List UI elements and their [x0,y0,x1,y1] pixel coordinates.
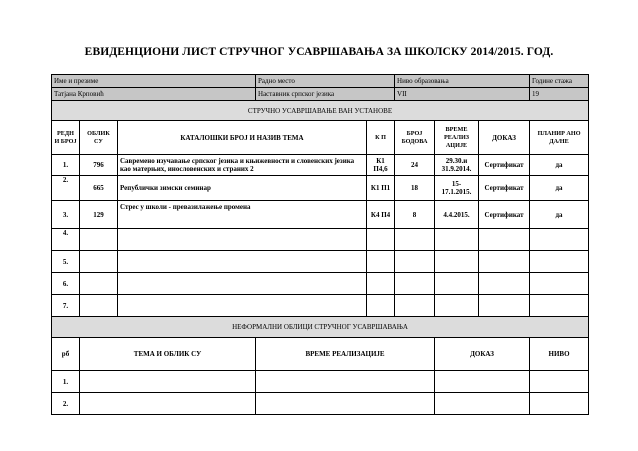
row-num: 2. [52,393,80,415]
row-topic [118,273,367,295]
row-planned [530,295,589,317]
row-time [256,371,435,393]
row-points: 18 [395,176,435,201]
row-proof [479,229,530,251]
row-form [80,393,256,415]
info-header-name: Име и презиме [52,75,256,88]
col-k-header: К П [367,121,395,155]
row-time: 29.30.и 31.9.2014. [435,155,479,176]
s2-col-proof-header: ДОКАЗ [435,338,530,371]
row-topic [118,295,367,317]
section1-title: СТРУЧНО УСАВРШАВАЊЕ ВАН УСТАНОВЕ [52,101,589,121]
info-value-row [52,88,589,101]
row-points [395,273,435,295]
row-topic [118,251,367,273]
row-form: 665 [80,176,118,201]
row-topic: Савремено изучавање српског језика и књижевности и словенских језика као матерњих, инословенских и страних 2 [118,155,367,176]
row-proof [479,251,530,273]
row-form [80,295,118,317]
row-proof [435,393,530,415]
info-value-name: Татјана Крповић [52,88,256,101]
s2-col-time-header: ВРЕМЕ РЕАЛИЗАЦИЈЕ [256,338,435,371]
row-time [256,393,435,415]
row-num: 1. [52,155,80,176]
row-proof [435,371,530,393]
row-points: 8 [395,201,435,229]
row-proof: Сертификат [479,201,530,229]
row-time [435,295,479,317]
info-value-years: 19 [530,88,589,101]
row-planned [530,273,589,295]
row-num: 1. [52,371,80,393]
row-form [80,273,118,295]
info-value-level: VII [395,88,530,101]
row-num: 3. [52,201,80,229]
col-num-header: РЕДН И БРОЈ [52,121,80,155]
record-table [51,74,589,415]
row-points: 24 [395,155,435,176]
info-header-position: Радно место [256,75,395,88]
row-time [435,273,479,295]
col-planned-header: ПЛАНИР АНО ДА/НЕ [530,121,589,155]
info-header-level: Ниво образовања [395,75,530,88]
page-title: ЕВИДЕНЦИОНИ ЛИСТ СТРУЧНОГ УСАВРШАВАЊА ЗА ШКОЛСКУ 2014/2015. ГОД. [84,46,554,58]
row-form [80,371,256,393]
row-level [530,393,589,415]
section1-title-row [52,101,589,121]
row-k: К1 П4,6 [367,155,395,176]
row-k [367,295,395,317]
row-k: К1 П1 [367,176,395,201]
section2-title: НЕФОРМАЛНИ ОБЛИЦИ СТРУЧНОГ УСАВРШАВАЊА [52,317,589,338]
table-row [52,176,589,201]
row-level [530,371,589,393]
s2-col-form-header: ТЕМА И ОБЛИК СУ [80,338,256,371]
row-time: 15- 17.1.2015. [435,176,479,201]
row-num: 2. [52,176,80,201]
info-header-row [52,75,589,88]
col-points-header: БРОЈ БОДОВА [395,121,435,155]
row-num: 6. [52,273,80,295]
row-k [367,251,395,273]
section2-title-row [52,317,589,338]
table-row [52,251,589,273]
info-header-years: Године стажа [530,75,589,88]
row-planned: да [530,176,589,201]
col-time-header: ВРЕМЕ РЕАЛИЗ АЦИЈЕ [435,121,479,155]
col-proof-header: ДОКАЗ [479,121,530,155]
row-planned: да [530,201,589,229]
row-topic: Стрес у школи - превазилажење промена [118,201,367,229]
row-topic [118,229,367,251]
s2-col-num-header: рб [52,338,80,371]
row-time [435,229,479,251]
row-form [80,251,118,273]
table-row [52,295,589,317]
section2-header-row [52,338,589,371]
section1-header-row [52,121,589,155]
row-time: 4.4.2015. [435,201,479,229]
row-time [435,251,479,273]
table-row [52,273,589,295]
row-num: 5. [52,251,80,273]
row-k [367,229,395,251]
row-points [395,251,435,273]
row-form [80,229,118,251]
row-k [367,273,395,295]
info-value-position: Наставник српског језика [256,88,395,101]
row-proof [479,273,530,295]
row-form: 129 [80,201,118,229]
table-row [52,393,589,415]
row-proof: Сертификат [479,155,530,176]
row-planned: да [530,155,589,176]
table-row [52,371,589,393]
row-num: 7. [52,295,80,317]
row-num: 4. [52,229,80,251]
s2-col-level-header: НИВО [530,338,589,371]
row-topic: Републички зимски семинар [118,176,367,201]
row-k: К4 П4 [367,201,395,229]
row-proof [479,295,530,317]
table-row [52,155,589,176]
row-planned [530,229,589,251]
col-catalog-header: КАТАЛОШКИ БРОЈ И НАЗИВ ТЕМА [118,121,367,155]
row-planned [530,251,589,273]
row-points [395,295,435,317]
col-form-header: ОБЛИК СУ [80,121,118,155]
table-row [52,229,589,251]
row-proof: Сертификат [479,176,530,201]
row-form: 796 [80,155,118,176]
row-points [395,229,435,251]
table-row [52,201,589,229]
